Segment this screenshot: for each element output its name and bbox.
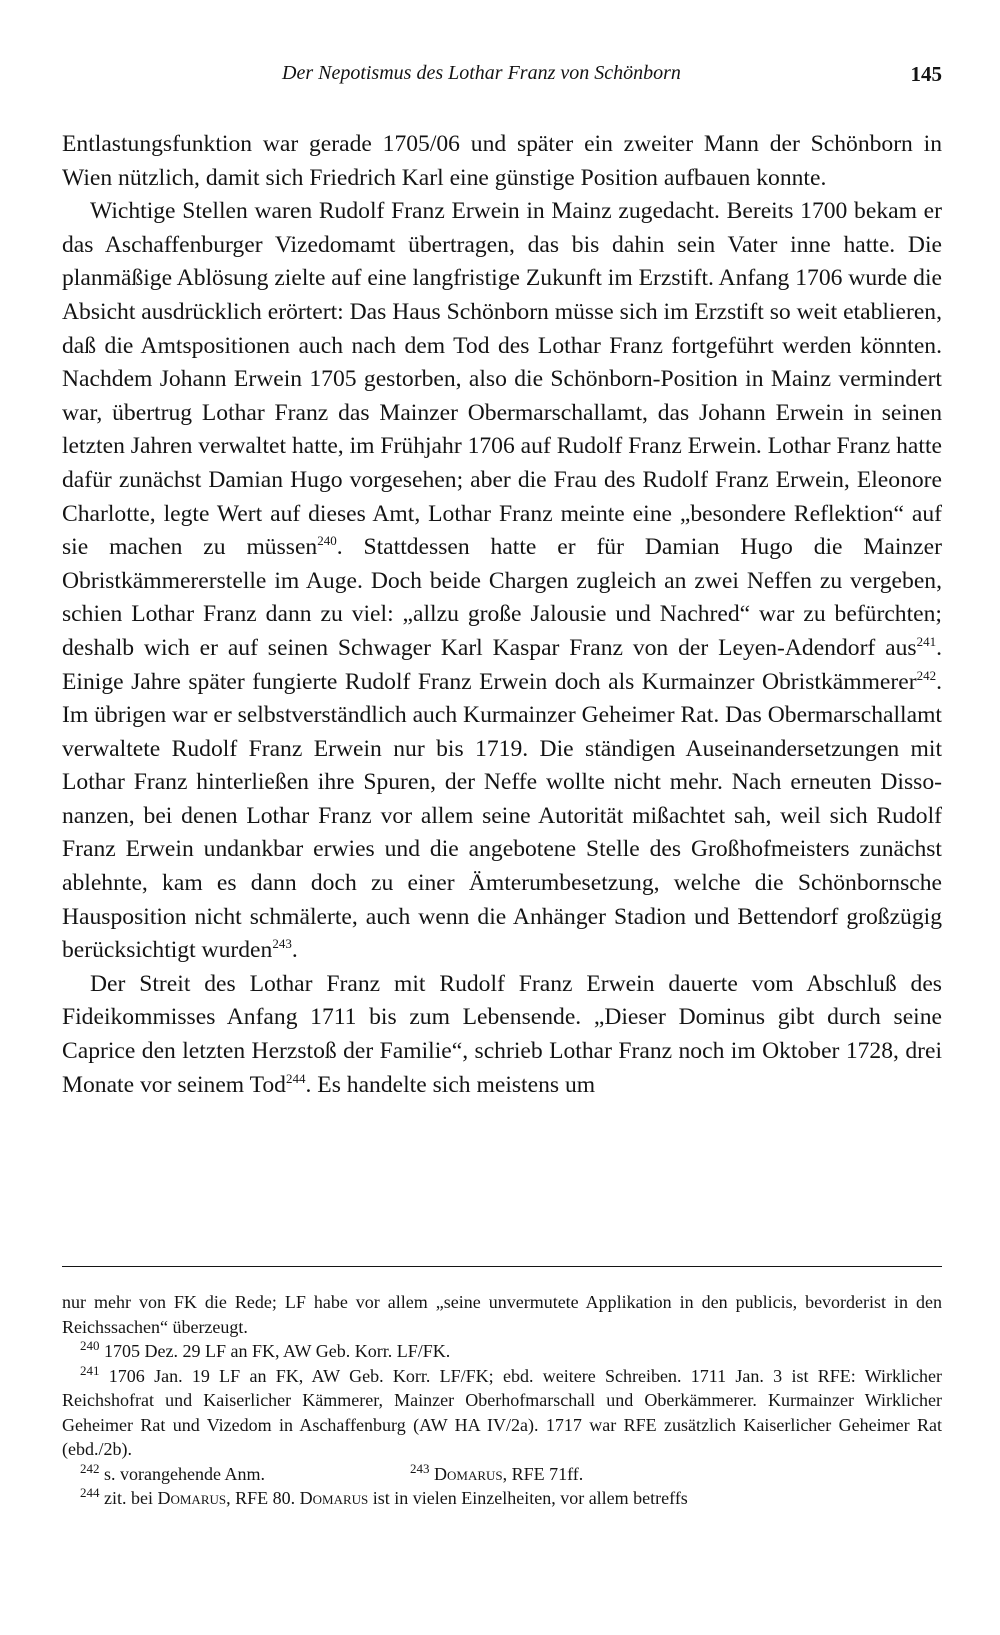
footnote-243 [410, 1462, 583, 1487]
footnote-ref-240[interactable]: 240 [317, 533, 337, 549]
footnote-text: 1705 Dez. 29 LF an FK, AW Geb. Korr. LF/FK. [99, 1341, 451, 1361]
author-name: Domarus [299, 1488, 369, 1508]
page-number: 145 [910, 62, 942, 86]
footnotes [62, 1290, 942, 1511]
footnote-text: zit. bei [99, 1488, 158, 1508]
footnote-number: 243 [410, 1460, 430, 1476]
paragraph-2-part-a: Wichtige Stellen waren Rudolf Franz Erwein in Mainz zugedacht. Bereits 1700 bekam er das Aschaffenburger Vizedomamt übertragen, das bis dahin sein Vater inne hatte. Die planmäßige Ablösung zielte auf eine langfristige Zukunft im Erzstift. Anfang 1706 wurde die Absicht ausdrücklich erörtert: Das Haus Schönborn müsse sich im Erzstift so weit etablieren, daß die Amtspositionen auch nach dem Tod des Lothar Franz fortgeführt werden könnten. Nachdem Johann Erwein 1705 gestorben, also die Schönborn-Position in Mainz vermindert war, übertrug Lothar Franz das Mainzer Obermarschallamt, das Johann Erwein in seinen letzten Jahren verwaltet hatte, im Frühjahr 1706 auf Rudolf Franz Erwein. Lothar Franz hatte dafür zunächst Damian Hugo vorgesehen; aber die Frau des Rudolf Franz Erwein, Eleonore Charlotte, legte Wert auf dieses Amt, Lothar Franz meinte eine „besondere Reflektion“ auf sie machen zu müssen [62, 198, 942, 561]
author-name: Domarus [429, 1463, 503, 1484]
footnote-ref-244[interactable]: 244 [285, 1070, 306, 1086]
footnote-242 [80, 1460, 265, 1484]
paragraph-3 [62, 968, 942, 1102]
footnote-row-242-243 [62, 1462, 942, 1487]
main-text [62, 128, 942, 1102]
page-header [62, 62, 942, 92]
paragraph-2-part-b: . Stattdessen hatte er für Damian Hugo die Mainzer Obristkämmererstelle im Auge. Doch beide Chargen zugleich an zwei Neffen zu vergeben, schien Lothar Franz dann zu viel: „allzu große Jalousie und Nachred“ war zu befürchten; deshalb wich er auf seinen Schwager Karl Kaspar Franz von der Leyen-Adendorf aus [62, 534, 942, 661]
paragraph-2-part-e: . [291, 937, 298, 964]
footnote-241 [62, 1364, 942, 1462]
author-name: Domarus [157, 1488, 227, 1508]
footnote-244 [62, 1486, 942, 1511]
footnote-text: ist in vielen Einzelheiten, vor allem betreffs [368, 1488, 688, 1508]
footnote-separator [62, 1266, 942, 1267]
footnote-ref-243[interactable]: 243 [272, 936, 292, 952]
paragraph-3-part-b: . Es handelte sich meistens um [305, 1071, 596, 1098]
paragraph-3-part-a: Der Streit des Lothar Franz mit Rudolf Franz Erwein dauerte vom Abschluß des Fideikommisses Anfang 1711 bis zum Lebensende. „Dieser Dominus gibt durch seine Caprice den letzten Herzstoß der Familie“, schrieb Lothar Franz noch im Oktober 1728, drei Monate vor seinem Tod [62, 970, 942, 1098]
paragraph-2-part-d: . Im übrigen war er selbstverständlich auch Kurmainzer Geheimer Rat. Das Obermarschallamt verwaltete Rudolf Franz Erwein nur bis 1719. Die ständigen Auseinandersetzungen mit Lothar Franz hinterließen ihre Spuren, der Neffe wollte nicht mehr. Nach erneuten Dissonanzen, bei denen Lothar Franz vor allem seine Autorität mißachtet sah, weil sich Rudolf Franz Erwein undankbar erwies und die angebotene Stelle des Großhofmeisters zunächst ablehnte, kam es dann doch zu einer Ämterumbesetzung, welche die Schönbornsche Hausposition nicht schmälerte, auch wenn die Anhänger Stadion und Bettendorf großzügig berücksichtigt wurden [62, 668, 942, 964]
footnote-text: , RFE 71ff. [502, 1463, 584, 1484]
footnote-text: 1706 Jan. 19 LF an FK, AW Geb. Korr. LF/FK; ebd. weitere Schreiben. 1711 Jan. 3 ist RFE: Wirklicher Reichshofrat und Kaiserlicher Kämmerer, Mainzer Oberhofmarschall und Oberkämmerer. Kurmainzer Wirklicher Geheimer Rat und Vizedom in Aschaffenburg (AW HA IV/2a). 1717 war RFE zusätzlich Kaiserlicher Geheimer Rat (ebd./2b). [62, 1365, 942, 1459]
footnote-text: s. vorangehende Anm. [99, 1463, 265, 1484]
paragraph-2 [62, 195, 942, 968]
footnote-number: 240 [80, 1338, 100, 1353]
footnote-continuation: nur mehr von FK die Rede; LF habe vor allem „seine unvermutete Applikation in den publicis, bevorderist in den Reichssachen“ überzeugt. [62, 1292, 942, 1337]
footnote-240 [62, 1339, 942, 1364]
footnote-ref-242[interactable]: 242 [916, 667, 937, 683]
footnote-number: 242 [80, 1460, 100, 1476]
paragraph-2-part-c: . Einige Jahre später fungierte Rudolf Franz Erwein doch als Kurmainzer Obristkämmerer [62, 634, 942, 695]
footnote-ref-241[interactable]: 241 [916, 634, 937, 650]
running-title: Der Nepotismus des Lothar Franz von Schönborn [282, 62, 681, 84]
footnote-number: 244 [80, 1485, 100, 1500]
footnote-text: , RFE 80. [226, 1488, 300, 1508]
footnote-number: 241 [80, 1362, 100, 1378]
paragraph-1: Entlastungsfunktion war gerade 1705/06 und später ein zweiter Mann der Schönborn in Wien nützlich, damit sich Friedrich Karl eine günstige Position aufbauen konnte. [62, 131, 942, 191]
